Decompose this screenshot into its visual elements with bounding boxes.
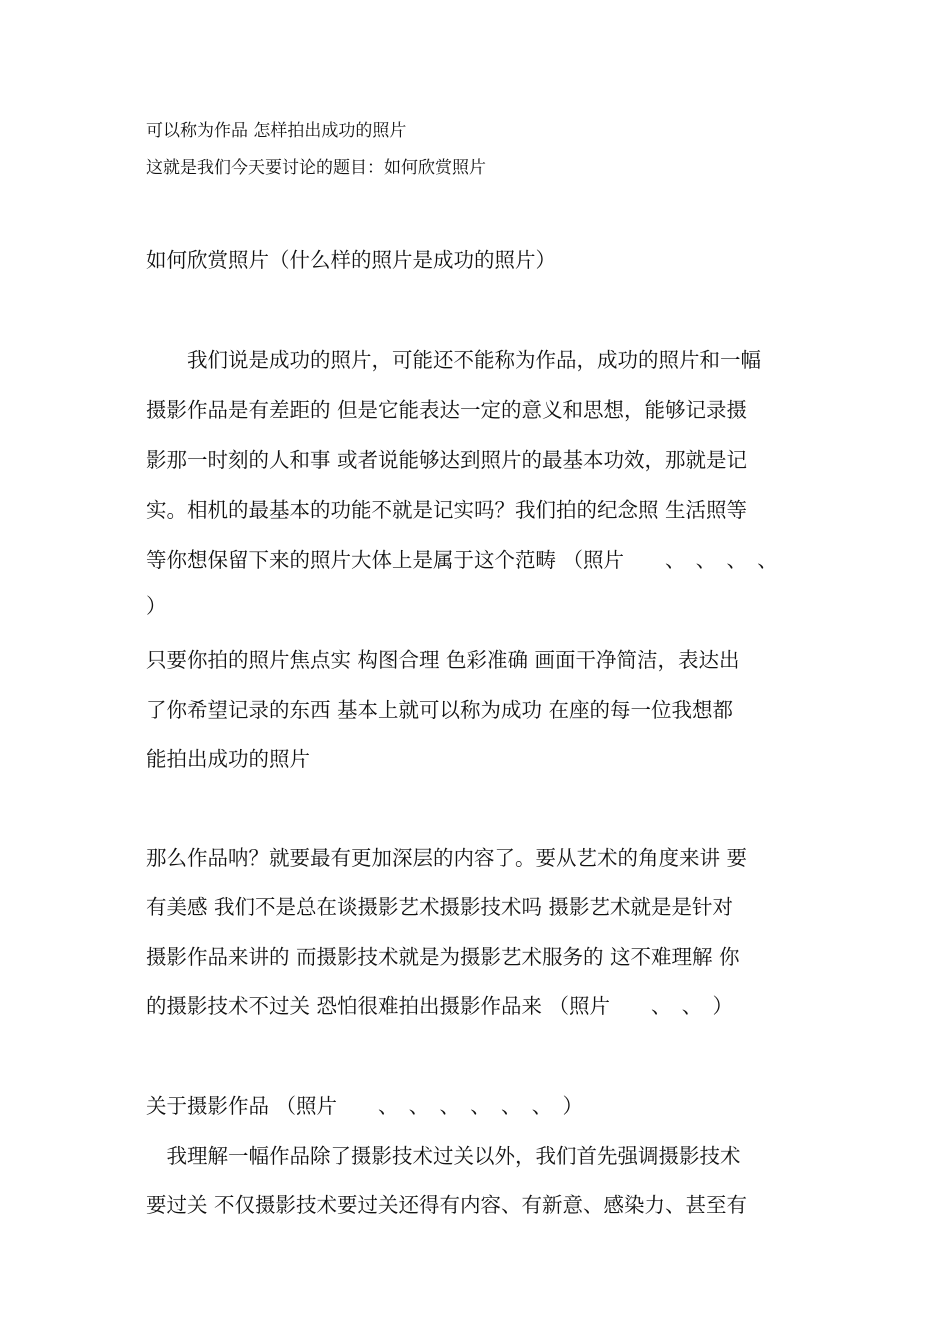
paragraph-line: 了你希望记录的东西 基本上就可以称为成功 在座的每一位我想都 — [146, 698, 734, 722]
paragraph-line: 等你想保留下来的照片大体上是属于这个范畴 （照片 、 、 、 、 — [146, 548, 778, 572]
paragraph-line: 的摄影技术不过关 恐怕很难拍出摄影作品来 （照片 、 、 ） — [146, 994, 734, 1018]
section-heading-works: 关于摄影作品 （照片 、 、 、 、 、 、 ） — [146, 1094, 584, 1118]
paragraph-line: 影那一时刻的人和事 或者说能够达到照片的最基本功效，那就是记 — [146, 448, 748, 472]
paragraph-line: 摄影作品是有差距的 但是它能表达一定的意义和思想，能够记录摄 — [146, 398, 748, 422]
paragraph-line: ） — [146, 594, 167, 618]
section-heading-appreciate: 如何欣赏照片（什么样的照片是成功的照片） — [146, 248, 556, 272]
paragraph-line: 摄影作品来讲的 而摄影技术就是为摄影艺术服务的 这不难理解 你 — [146, 945, 740, 969]
paragraph-line: 能拍出成功的照片 — [146, 747, 310, 771]
paragraph-line: 我理解一幅作品除了摄影技术过关以外，我们首先强调摄影技术 — [146, 1144, 741, 1168]
paragraph-line: 我们说是成功的照片，可能还不能称为作品，成功的照片和一幅 — [146, 348, 761, 372]
paragraph-line: 要过关 不仅摄影技术要过关还得有内容、有新意、感染力、甚至有 — [146, 1193, 748, 1217]
intro-line-1: 可以称为作品 怎样拍出成功的照片 — [146, 121, 407, 141]
intro-line-2: 这就是我们今天要讨论的题目：如何欣赏照片 — [146, 158, 486, 178]
paragraph-line: 实。相机的最基本的功能不就是记实吗？我们拍的纪念照 生活照等 — [146, 498, 748, 522]
paragraph-line: 那么作品呐？就要最有更加深层的内容了。要从艺术的角度来讲 要 — [146, 846, 748, 870]
paragraph-line: 有美感 我们不是总在谈摄影艺术摄影技术吗 摄影艺术就是是针对 — [146, 895, 734, 919]
paragraph-line: 只要你拍的照片焦点实 构图合理 色彩准确 画面干净简洁，表达出 — [146, 648, 740, 672]
